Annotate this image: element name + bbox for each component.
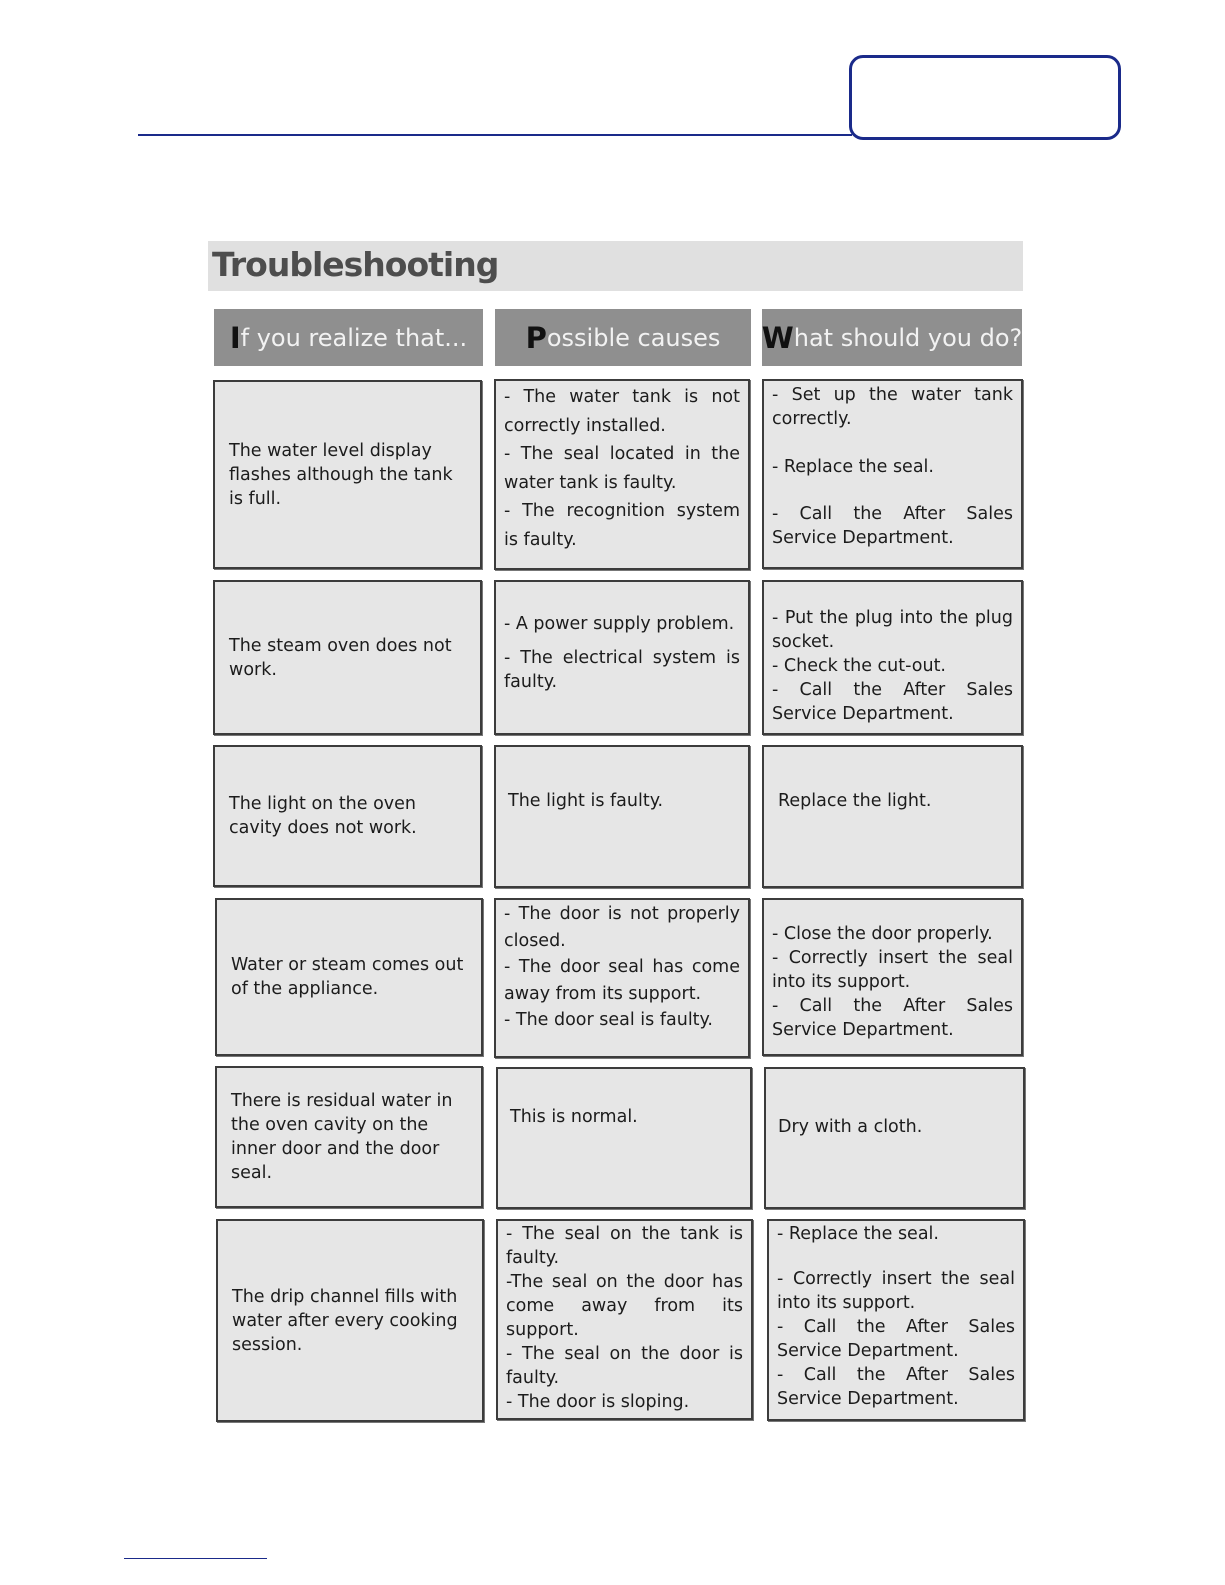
cause-item: - The recognition system is faulty. [504, 501, 740, 550]
problem-cell [213, 380, 482, 569]
problem-text: The water level display flashes although the tank is full. [229, 440, 453, 509]
column-header-label: hat should you do? [793, 323, 1022, 352]
column-header-initial: I [229, 320, 241, 355]
cause-item: - The door is sloping. [506, 1392, 690, 1412]
problem-cell [213, 745, 482, 887]
actions-cell [762, 898, 1023, 1056]
column-header-initial: W [762, 320, 794, 355]
problem-text: The drip channel fills with water after every cooking session. [232, 1286, 458, 1355]
problem-text: Water or steam comes out of the appliance. [231, 955, 464, 999]
section-title-bar [208, 241, 1023, 291]
cause-item: - The door seal has come away from its support. [504, 957, 740, 1004]
action-item: Replace the light. [778, 791, 932, 811]
action-item: - Correctly insert the seal into its support. [772, 948, 1013, 992]
action-item: - Check the cut-out. [772, 656, 946, 676]
causes-cell [494, 379, 750, 570]
problem-text: The steam oven does not work. [229, 635, 452, 680]
cause-item: - The door is not properly closed. [504, 904, 740, 951]
cause-item: This is normal. [510, 1107, 638, 1127]
actions-cell [764, 1067, 1025, 1209]
footer-rule [124, 1558, 267, 1559]
actions-cell [762, 745, 1023, 888]
problem-cell [215, 898, 483, 1056]
cause-item: - The seal on the tank is faulty. [506, 1224, 743, 1268]
problem-cell [213, 580, 482, 735]
action-item: - Call the After Sales Service Department. [772, 504, 1013, 548]
problem-text: There is residual water in the oven cavity on the inner door and the door seal. [231, 1091, 453, 1183]
causes-cell [496, 1219, 753, 1420]
cause-item: - The electrical system is faulty. [504, 648, 740, 692]
header-rule [138, 134, 852, 136]
action-item: - Replace the seal. [777, 1224, 939, 1244]
cause-item: - A power supply problem. [504, 614, 735, 634]
column-header-label: ossible causes [546, 323, 721, 352]
column-header-causes [495, 309, 751, 366]
header-label-box [849, 55, 1121, 140]
action-item: - Call the After Sales Service Department. [777, 1317, 1015, 1361]
actions-cell [762, 379, 1023, 569]
actions-cell [762, 580, 1023, 735]
column-header-initial: P [525, 320, 547, 355]
actions-cell [767, 1219, 1025, 1421]
action-item: - Call the After Sales Service Department. [772, 996, 1013, 1040]
cause-item: - The seal on the door is faulty. [506, 1344, 743, 1388]
action-item: - Call the After Sales Service Department. [772, 680, 1013, 724]
page-title: Troubleshooting [212, 245, 499, 284]
column-header-label: f you realize that... [240, 323, 468, 352]
cause-item: -The seal on the door has come away from its support. [506, 1272, 743, 1340]
action-item: - Replace the seal. [772, 457, 934, 477]
action-item: Dry with a cloth. [778, 1117, 923, 1137]
column-header-problem [214, 309, 483, 366]
cause-item: - The door seal is faulty. [504, 1010, 713, 1030]
causes-cell [494, 745, 750, 888]
action-item: - Close the door properly. [772, 924, 993, 944]
cause-item: - The seal located in the water tank is faulty. [504, 444, 740, 493]
action-item: - Put the plug into the plug socket. [772, 608, 1013, 652]
cause-item: - The water tank is not correctly installed. [504, 387, 740, 436]
causes-cell [496, 1067, 752, 1209]
causes-cell [494, 580, 750, 735]
problem-cell [215, 1066, 483, 1208]
action-item: - Call the After Sales Service Department. [777, 1365, 1015, 1409]
action-item: - Set up the water tank correctly. [772, 385, 1013, 429]
problem-text: The light on the oven cavity does not work. [229, 794, 417, 838]
action-item: - Correctly insert the seal into its support. [777, 1269, 1015, 1313]
causes-cell [494, 898, 750, 1058]
cause-item: The light is faulty. [508, 791, 664, 811]
problem-cell [216, 1219, 484, 1422]
column-header-actions [762, 309, 1022, 366]
